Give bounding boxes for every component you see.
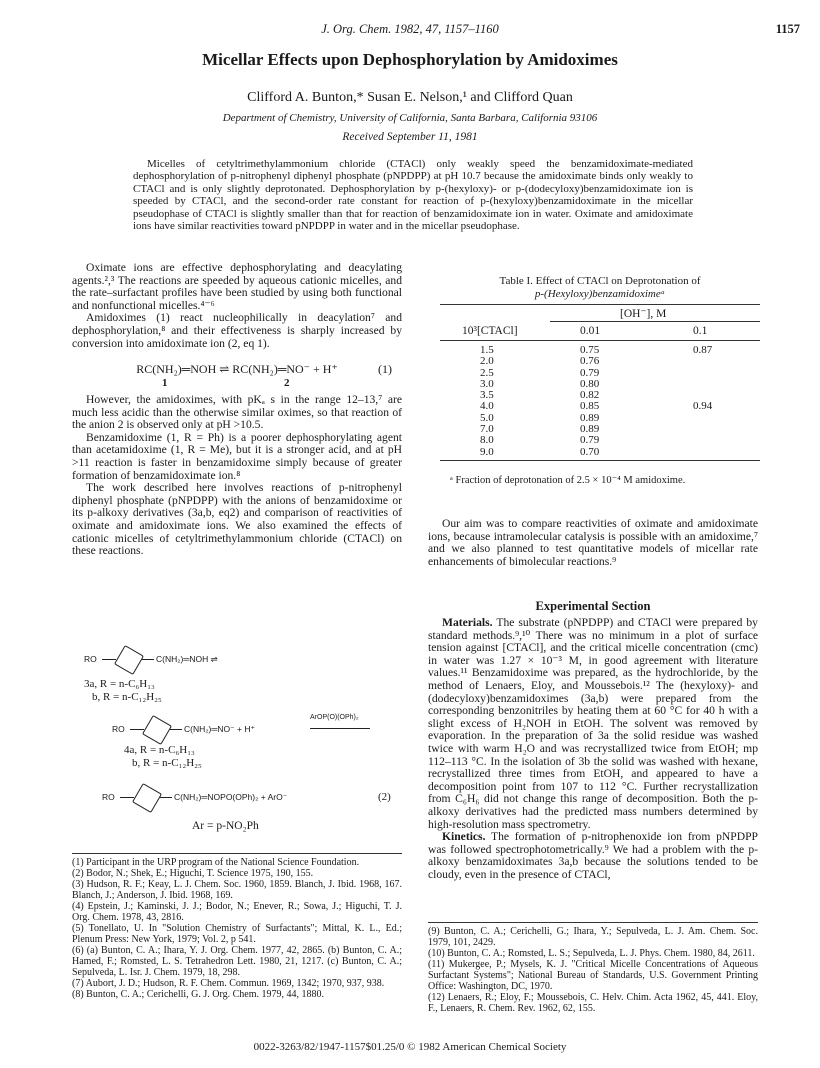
paragraph: However, the amidoximes, with pKₐ s in the range 12–13,⁷ are much less acidic than the otherwise similar oximes, so that reaction of the anion 2 is observed only at pH >10.5.: [72, 393, 402, 432]
right-column-body: [428, 617, 758, 881]
authors: Clifford A. Bunton,* Susan E. Nelson,¹ and Clifford Quan: [247, 90, 573, 105]
page-number: 1157: [775, 22, 800, 36]
section-heading: Experimental Section: [535, 599, 651, 613]
table-group-header: [OH⁻], M: [620, 308, 667, 320]
paragraph: [428, 617, 758, 831]
right-footnotes: [428, 926, 758, 1014]
table-cell: 0.79: [580, 434, 600, 447]
table-cell: 3.0: [480, 377, 494, 390]
structure-text: C(NH₂)═NO⁻ + H⁺: [184, 724, 255, 734]
bond-line: [142, 659, 154, 660]
table-header: 0.1: [693, 325, 708, 337]
copyright-line: 0022-3263/82/1947-1157$01.25/0 © 1982 American Chemical Society: [253, 1041, 567, 1053]
journal-header: J. Org. Chem. 1982, 47, 1157–1160: [321, 22, 499, 36]
table-row: [440, 446, 760, 457]
table-1: [440, 275, 760, 487]
footnote: (2) Bodor, N.; Shek, E.; Higuchi, T. Science 1975, 190, 155.: [72, 868, 314, 879]
compound-label: 3a, R = n-C₆H₁₃: [84, 678, 155, 690]
equation-number: (1): [378, 362, 392, 376]
table-cell: 4.0: [480, 400, 494, 413]
table-title: Table I. Effect of CTACl on Deprotonation of: [499, 275, 701, 287]
affiliation: Department of Chemistry, University of California, Santa Barbara, California 93106: [222, 112, 598, 124]
run-in-heading: Kinetics.: [442, 830, 486, 844]
equation-1: [72, 362, 402, 389]
table-cell: 0.89: [580, 411, 600, 424]
table-cell: 0.89: [580, 423, 600, 436]
footnote: (3) Hudson, R. F.; Keay, L. J. Chem. Soc. 1960, 1859. Blanch, J. Ibid. 1968, 167. Blanch, J.; Anderson, J. Ibid. 1968, 169.: [72, 879, 402, 901]
table-cell: 2.5: [480, 366, 494, 379]
table-cell: 0.87: [693, 344, 713, 356]
paragraph: Oximate ions are effective dephosphorylating and deacylating agents.²,³ The reactions are speeded by aqueous cationic micelles, and the rate–surfactant profiles have been studied by using both functional and nonfunctional micelles.⁴⁻⁶: [72, 261, 402, 312]
left-column-body: [72, 394, 402, 558]
benzene-ring-icon: [132, 783, 162, 813]
bond-line: [130, 729, 144, 730]
table-row: [440, 344, 760, 355]
table-cell: 0.79: [580, 366, 600, 379]
table-row: [440, 412, 760, 423]
table-subtitle: p-(Hexyloxy)benzamidoximeᵃ: [534, 288, 666, 300]
table-row: [440, 378, 760, 389]
table-row: [440, 389, 760, 400]
table-cell: 0.94: [693, 400, 713, 413]
table-header-row: [440, 322, 760, 340]
table-cell: 0.76: [580, 355, 600, 368]
table-body: [440, 344, 760, 457]
footnote: (5) Tonellato, U. In "Solution Chemistry of Surfactants"; Mittal, K. L., Ed.; Plenum Press: New York, 1979; Vol. 2, p 541.: [72, 923, 402, 945]
table-cell: 0.82: [580, 389, 600, 402]
table-rule: [440, 460, 760, 461]
compound-label: 1: [162, 377, 168, 389]
benzene-ring-icon: [142, 715, 172, 745]
equation-text: [72, 362, 402, 377]
structure-text: C(NH₂)═NOH ⇌: [156, 654, 218, 664]
reaction-arrow: [310, 728, 370, 729]
table-cell: 0.80: [580, 377, 600, 390]
bond-line: [170, 729, 182, 730]
table-cell: 7.0: [480, 423, 494, 436]
substituent-label: RO: [84, 654, 97, 664]
paragraph: Benzamidoxime (1, R = Ph) is a poorer dephosphorylating agent than acetamidoxime (1, R = Me), but it is a stronger acid, and at pH >11 reaction is faster in benzamidoxime simply because of greater formation of benzamidoximate ion.⁸: [72, 430, 402, 482]
benzene-ring-icon: [114, 645, 144, 675]
paragraph: [428, 831, 758, 881]
left-footnotes: [72, 857, 402, 1000]
reagent-label: ArOP(O)(OPh)₂: [310, 714, 359, 721]
table-cell: 0.75: [580, 344, 600, 356]
paper-title: Micellar Effects upon Dephosphorylation by Amidoximes: [202, 50, 618, 69]
footnote: (8) Bunton, C. A.; Cerichelli, G. J. Org. Chem. 1979, 44, 1880.: [72, 989, 325, 1000]
footnote: (11) Mukergee, P.; Mysels, K. J. "Critical Micelle Concentrations of Aqueous Surfactant Systems"; National Bureau of Standards, U.S. Government Printing Office: Washington, DC, 1970.: [428, 959, 758, 992]
table-rule: [440, 340, 760, 341]
table-row: [440, 355, 760, 366]
footnote: (9) Bunton, C. A.; Cerichelli, G.; Ihara, Y.; Sepulveda, L. J. Am. Chem. Soc. 1979, 101, 2429.: [428, 926, 758, 948]
table-header: 0.01: [580, 325, 601, 337]
footnote: (1) Participant in the URP program of the National Science Foundation.: [72, 857, 360, 868]
received-date: Received September 11, 1981: [342, 131, 478, 143]
table-cell: 9.0: [480, 445, 494, 458]
footnote: (4) Epstein, J.; Kaminski, J. J.; Bodor, N.; Enever, R.; Sowa, J.; Higuchi, T. J. Org. Chem. 1978, 43, 2816.: [72, 901, 402, 923]
table-cell: 8.0: [480, 434, 494, 447]
substituent-label: RO: [112, 724, 125, 734]
table-row: [440, 434, 760, 445]
paragraph: Amidoximes (1) react nucleophilically in deacylation⁷ and dephosphorylation,⁸ and their effectiveness is sharply increased by conversion into amidoximate ion (2, eq 1).: [72, 311, 402, 350]
footnote: (12) Lenaers, R.; Eloy, F.; Moussebois, C. Helv. Chim. Acta 1962, 45, 441. Eloy, F., Lenaers, R. Chem. Rev. 1962, 62, 155.: [428, 992, 758, 1014]
left-column-intro: [72, 262, 402, 350]
table-cell: 0.70: [580, 445, 600, 458]
definition-text: Ar = p-NO₂Ph: [192, 820, 259, 832]
paragraph: The work described here involves reactions of p-nitrophenyl diphenyl phosphate (pNPDPP) with the anions of benzamidoxime or its p-alkoxy derivatives (3a,b, eq2) and comparison of reactivities of oximate and amidoximate ions. We also examined the effects of cationic micelles of cetyltrimethylammonium chloride (CTACl) on these reactions.: [72, 481, 402, 558]
table-cell: 2.0: [480, 355, 494, 368]
reaction-scheme: [84, 648, 404, 858]
bond-line: [102, 659, 116, 660]
equation-number: (2): [378, 791, 391, 803]
table-header: 10³[CTACl]: [462, 325, 518, 337]
run-in-heading: Materials.: [442, 616, 493, 629]
compound-label: b, R = n-C₁₂H₂₅: [92, 691, 162, 703]
right-column-aim: [428, 518, 758, 568]
table-row: [440, 400, 760, 411]
bond-line: [120, 797, 134, 798]
compound-label: b, R = n-C₁₂H₂₅: [132, 757, 202, 769]
equation-body: RC(NH₂)═NOH ⇌ RC(NH₂)═NO⁻ + H⁺: [136, 362, 338, 376]
table-row: [440, 423, 760, 434]
footnote: (10) Bunton, C. A.; Romsted, L. S.; Sepulveda, L. J. Phys. Chem. 1980, 84, 2611.: [428, 948, 755, 959]
structure-text: C(NH₂)═NOPO(OPh)₂ + ArO⁻: [174, 792, 288, 802]
abstract: Micelles of cetyltrimethylammonium chloride (CTACl) only weakly speed the benzamidoximate-mediated dephosphorylation of p-nitrophenyl diphenyl phosphate (pNPDPP) at pH 10.7 because the amidoximate binds only weakly to CTACl and is only slightly deprotonated. Dephosphorylation by p-(hexyloxy)- or p-(dodecyloxy)benzamidoximate ion is speeded by CTACl, and the second-order rate constant for reaction of p-(hexyloxy)benzamidoximate in the micellar pseudophase of CTACl is slightly smaller than that for reaction of benzamidoximate ion in water. Oximate and amidoximate ions have similar reactivities toward pNPDPP in water and in the micellar pseudophase.: [133, 158, 693, 233]
table-cell: 5.0: [480, 411, 494, 424]
footnote-rule: [428, 922, 758, 923]
table-footnote: ᵃ Fraction of deprotonation of 2.5 × 10⁻⁴ M amidoxime.: [450, 474, 686, 486]
paragraph: Our aim was to compare reactivities of oximate and amidoximate ions, because intramolecular catalysis is possible with an amidoxime,⁷ and we also planned to test quantitative models of micellar rate enhancements of bimolecular reactions.⁹: [428, 517, 758, 568]
substituent-label: RO: [102, 792, 115, 802]
compound-label: 2: [284, 377, 290, 389]
footnote: (7) Aubort, J. D.; Hudson, R. F. Chem. Commun. 1969, 1342; 1970, 937, 938.: [72, 978, 385, 989]
footnote-rule: [72, 853, 402, 854]
bond-line: [160, 797, 172, 798]
paragraph-text: The substrate (pNPDPP) and CTACl were prepared by standard methods.⁹,¹⁰ There was no minimum in a plot of surface tension against [CTACl], and the critical micelle concentration (cmc) in water was 1.27 × 10⁻³ M, in good agreement with literature values.¹¹ Benzamidoxime was prepared, as the hydrochloride, by the method of Lenaers, Eloy, and Moussebois.¹² The (hexyloxy)- and (dodecyloxy)benzamidoximes (3a,b) were prepared from the corresponding benzonitriles by heating them at 60 °C for 40 h with a slight excess of H₂NOH in EtOH. The solvent was removed by evaporation. In the preparation of 3a the solid residue was washed twice with warm H₂O and was recrystallized twice from EtOH; mp 112–113 °C. In the isolation of 3b the solid was washed with hexane, recrystallized three times from EtOH, and appeared to have a decomposition point from 107 to 112 °C. Further recrystallization from C₆H₆ did not change this range of decomposition. Both the p-alkoxy derivatives had the predicted mass numbers determined by high-resolution mass spectrometry.: [428, 616, 758, 831]
paragraph-text: The formation of p-nitrophenoxide ion from pNPDPP was followed spectrophotometrically.⁹ We had a problem with the p-alkoxy benzamidoximates 3a,b because the solutions tended to be cloudy, even in the presence of CTACl,: [428, 830, 758, 881]
compound-label: 4a, R = n-C₆H₁₃: [124, 744, 195, 756]
table-cell: 1.5: [480, 344, 494, 356]
table-cell: 0.85: [580, 400, 600, 413]
table-row: [440, 367, 760, 378]
footnote: (6) (a) Bunton, C. A.; Ihara, Y. J. Org. Chem. 1977, 42, 2865. (b) Bunton, C. A.; Hamed, F.; Romsted, L. S. Tetrahedron Lett. 1980, 21, 1217. (c) Bunton, C. A.; Sepulveda, L. Isr. J. Chem. 1979, 18, 298.: [72, 945, 402, 978]
table-cell: 3.5: [480, 389, 494, 402]
